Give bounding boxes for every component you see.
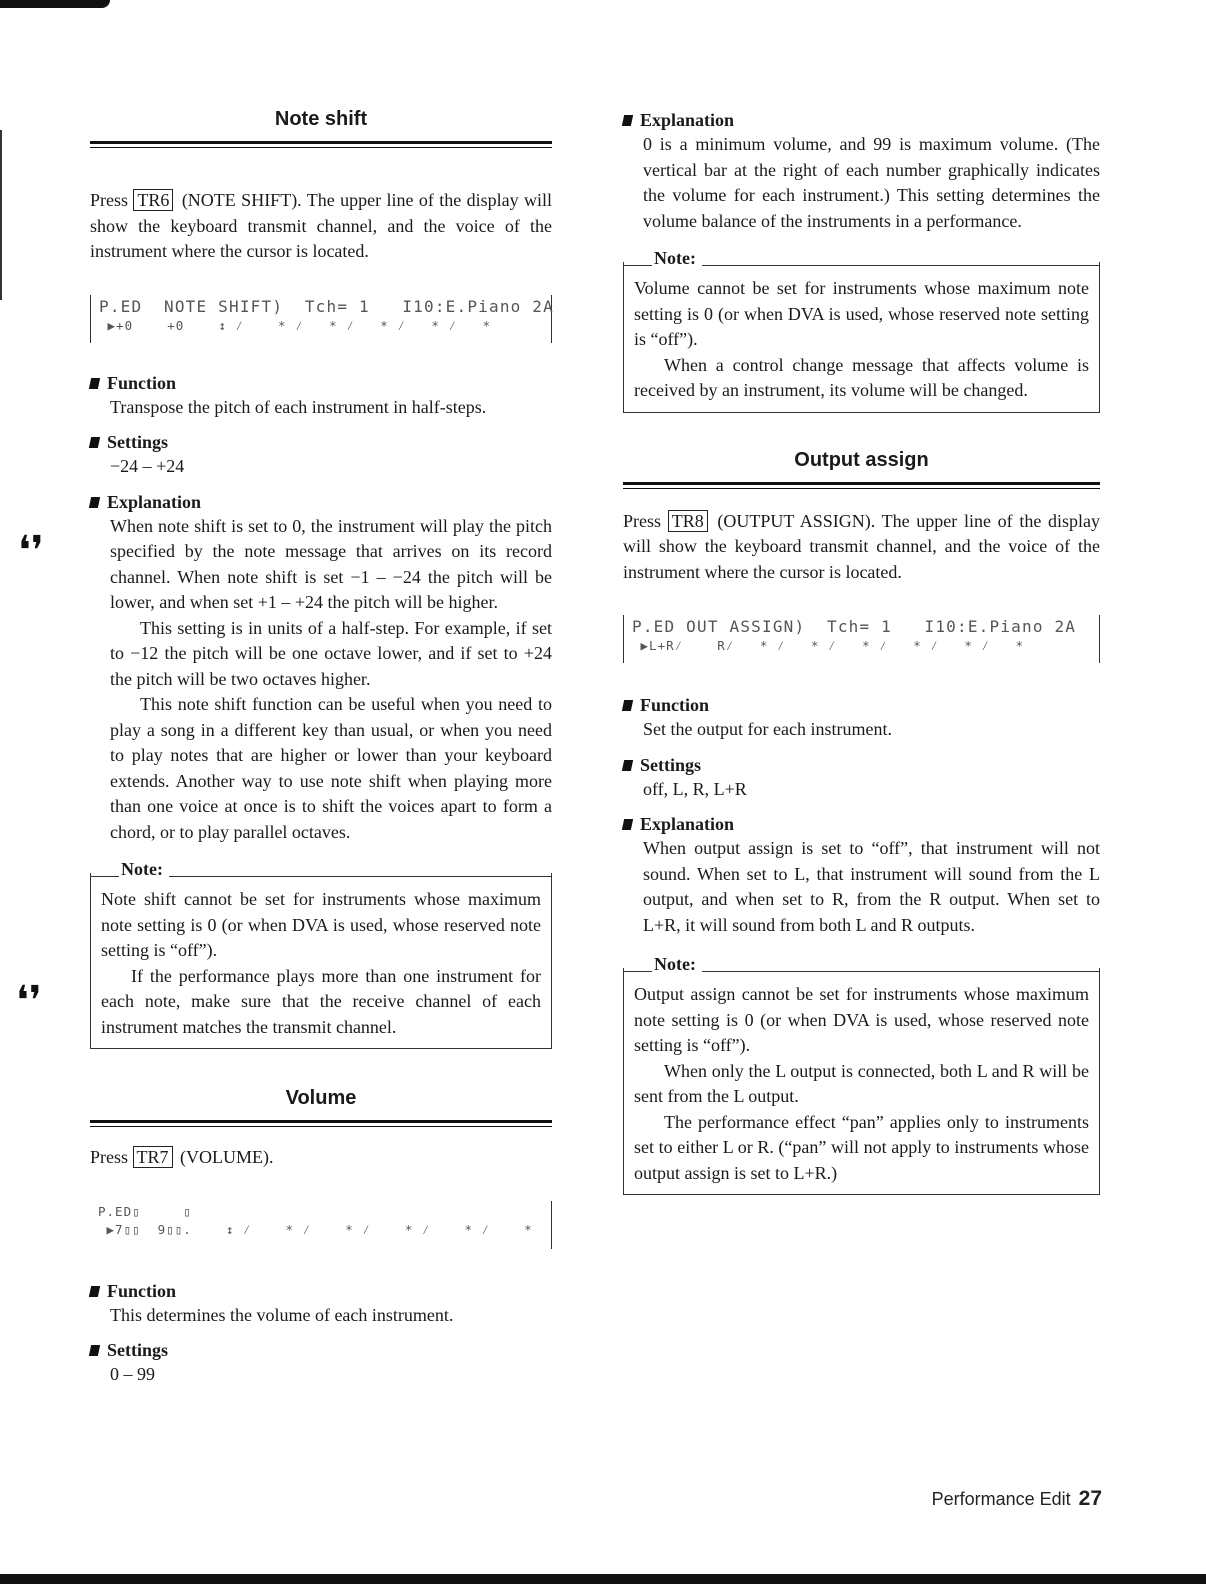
settings-heading: Settings xyxy=(90,430,552,454)
note-p2: If the performance plays more than one instrument for each note, make sure that the receive channel of each instrument matches the transmit channel. xyxy=(101,965,541,1037)
scan-artifact-left xyxy=(0,130,2,300)
bullet-square-icon xyxy=(89,378,100,389)
bullet-square-icon xyxy=(89,437,100,448)
function-text: Set the output for each instrument. xyxy=(643,719,892,739)
bullet-square-icon xyxy=(89,1345,100,1356)
explanation-p1: When note shift is set to 0, the instrument will play the pitch specified by the note message that arrives on its record channel. When note shift is set −1 – −24 the pitch will be lower, and when set +1 – +24 the pitch will be higher. xyxy=(110,515,552,612)
output-assign-intro: Press TR8 (OUTPUT ASSIGN). The upper line of the display will show the keyboard transmit channel, and the voice of the instrument where the cursor is located. xyxy=(623,510,1101,582)
note-box-note-shift: Note: Note shift cannot be set for instruments whose maximum note setting is 0 (or when DVA is used, whose reserved note setting is “off”). If the performance plays more than one instrument for each note, make sure that the receive channel of each instrument matches the transmit channel. xyxy=(90,873,552,1049)
note-box-output-assign: Note: Output assign cannot be set for instruments whose maximum note setting is 0 (or when DVA is used, whose reserved note setting is “off”). When only the L output is connected, both L and R will be sent from the L output. The performance effect “pan” applies only to instruments set to either L or R. (“pan” will not apply to instruments whose output assign is set to L+R.) xyxy=(623,968,1100,1195)
margin-mark-icon: ❛❜ xyxy=(18,528,44,574)
function-heading: Function xyxy=(90,371,552,395)
lcd-display-volume: P.ED▯ ▯ ▶7▯▯ 9▯▯. ↕ ⁄ * ⁄ * ⁄ * ⁄ * ⁄ * xyxy=(90,1201,552,1249)
bullet-square-icon xyxy=(622,115,633,126)
tr6-key: TR6 xyxy=(133,189,173,211)
settings-heading: Settings xyxy=(90,1338,552,1362)
section-title-volume: Volume xyxy=(90,1087,552,1123)
left-column xyxy=(90,108,552,1388)
note-p2: When only the L output is connected, both L and R will be sent from the L output. xyxy=(634,1060,1089,1106)
bullet-square-icon xyxy=(622,700,633,711)
settings-text: off, L, R, L+R xyxy=(643,778,747,799)
settings-heading: Settings xyxy=(623,753,1100,777)
function-text: Transpose the pitch of each instrument in half-steps. xyxy=(110,396,487,417)
note-p2: When a control change message that affects volume is received by an instrument, its volume will be changed. xyxy=(634,354,1089,400)
note-box-volume: Note: Volume cannot be set for instruments whose maximum note setting is 0 (or when DVA is used, whose reserved note setting is “off”). When a control change message that affects volume is received by an instrument, its volume will be changed. xyxy=(623,262,1100,413)
function-text: This determines the volume of each instrument. xyxy=(110,1304,454,1325)
tr8-key: TR8 xyxy=(668,510,708,532)
note-shift-intro: Press TR6 (NOTE SHIFT). The upper line of the display will show the keyboard transmit channel, and the voice of the instrument where the cursor is located. xyxy=(90,190,553,261)
section-title-note-shift: Note shift xyxy=(90,108,552,144)
note-p1: Volume cannot be set for instruments whose maximum note setting is 0 (or when DVA is used, whose reserved note setting is “off”). xyxy=(634,278,1089,349)
footer-section: Performance Edit xyxy=(931,1489,1071,1509)
bullet-square-icon xyxy=(622,819,633,830)
bullet-square-icon xyxy=(622,760,633,771)
section-title-output-assign: Output assign xyxy=(623,449,1100,485)
output-explanation-text: When output assign is set to “off”, that instrument will not sound. When set to L, that instrument will sound from the L output, and when set to R, from the R output. When set to L+R, it will sound from both L and R outputs. xyxy=(643,838,1100,935)
explanation-p2: This setting is in units of a half-step. For example, if set to −12 the pitch will be one octave lower, and if set to +24 the pitch will be two octaves higher. xyxy=(110,617,552,689)
lcd-display-output-assign: P.ED OUT ASSIGN) Tch= 1 I10:E.Piano 2A ▶L+R⁄ R⁄ * ⁄ * ⁄ * ⁄ * ⁄ * ⁄ * xyxy=(623,615,1100,663)
explanation-heading: Explanation xyxy=(623,812,1100,836)
explanation-heading: Explanation xyxy=(623,108,1100,132)
note-p3: The performance effect “pan” applies only to instruments set to either L or R. (“pan” will not apply to instruments whose output assign is set to L+R.) xyxy=(634,1111,1089,1183)
settings-text: −24 – +24 xyxy=(110,456,185,476)
tr7-key: TR7 xyxy=(133,1146,173,1168)
scan-artifact-top xyxy=(0,0,110,8)
margin-mark-icon: ❛❜ xyxy=(16,978,42,1024)
bullet-square-icon xyxy=(89,1286,100,1297)
volume-intro: Press TR7 (VOLUME). xyxy=(90,1147,274,1167)
page-number: 27 xyxy=(1078,1487,1102,1510)
explanation-p3: This note shift function can be useful when you need to play a song in a different key than usual, or when you need to play notes that are higher or lower than your keyboard extends. Another way to use note shift when playing more than one voice at once is to shift the voices apart to form a chord, or to play parallel octaves. xyxy=(110,694,552,842)
page-footer xyxy=(932,1487,1102,1511)
note-p1: Note shift cannot be set for instruments whose maximum note setting is 0 (or when DVA is used, whose reserved note setting is “off”). xyxy=(101,889,541,960)
scan-artifact-bottom xyxy=(0,1574,1206,1584)
function-heading: Function xyxy=(90,1279,552,1303)
volume-explanation-text: 0 is a minimum volume, and 99 is maximum volume. (The vertical bar at the right of each number graphically indicates the volume for each instrument.) This setting determines the volume balance of the instruments in a performance. xyxy=(643,134,1100,231)
function-heading: Function xyxy=(623,693,1100,717)
right-column xyxy=(623,108,1100,1195)
bullet-square-icon xyxy=(89,497,100,508)
note-p1: Output assign cannot be set for instruments whose maximum note setting is 0 (or when DVA is used, whose reserved note setting is “off”). xyxy=(634,984,1089,1055)
settings-text: 0 – 99 xyxy=(110,1364,155,1384)
explanation-heading: Explanation xyxy=(90,490,552,514)
lcd-display-note-shift: P.ED NOTE SHIFT) Tch= 1 I10:E.Piano 2A ▶+0 +0 ↕ ⁄ * ⁄ * ⁄ * ⁄ * ⁄ * xyxy=(90,295,552,343)
